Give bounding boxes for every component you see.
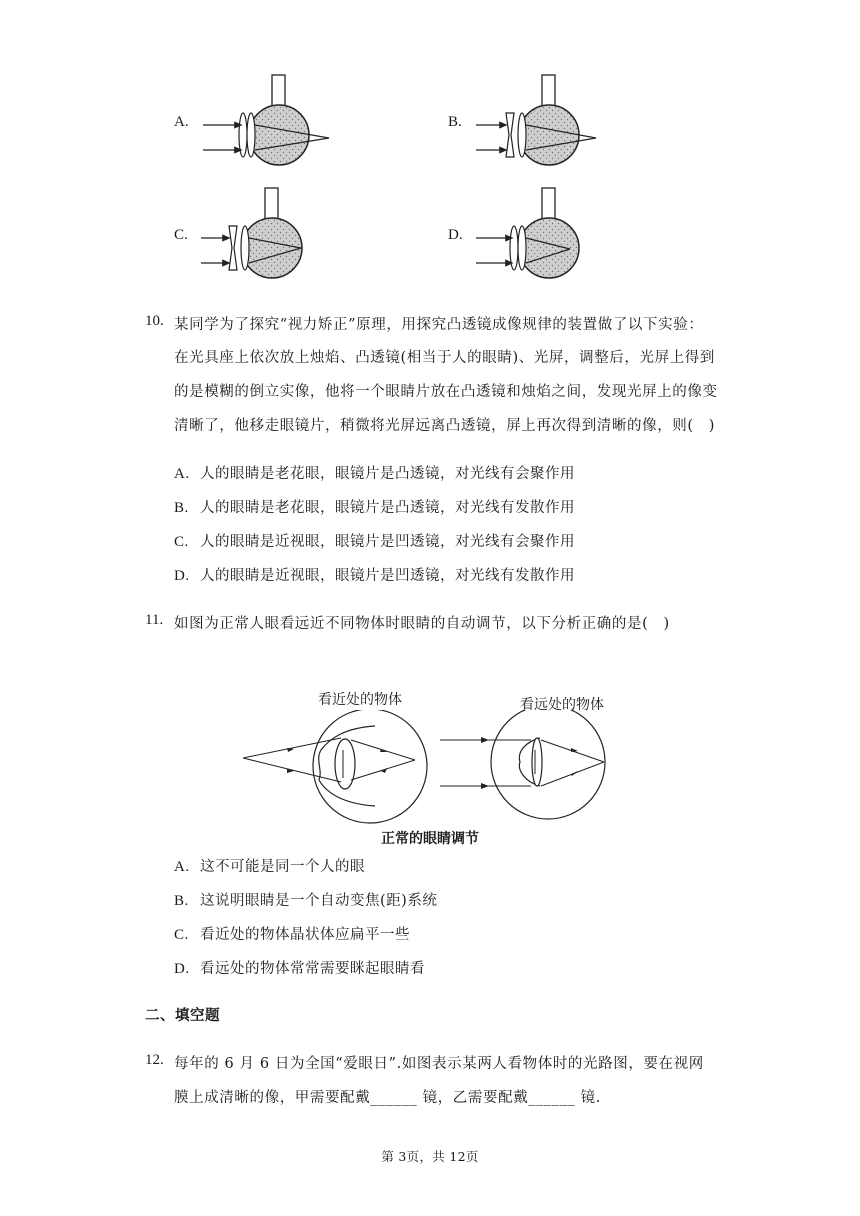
- option-a-label: A.: [174, 114, 189, 130]
- choice-label: A.: [174, 859, 190, 875]
- choice-label: D.: [174, 961, 190, 977]
- question-11-choice-d: [174, 957, 425, 978]
- choice-text: 人的眼睛是近视眼，眼镜片是凹透镜，对光线有会聚作用: [200, 534, 575, 550]
- question-10-choice-d: [174, 564, 575, 585]
- figure-caption-far: 看远处的物体: [520, 697, 604, 713]
- question-10-number: 10.: [145, 313, 164, 329]
- eye-model-b-figure: [470, 70, 620, 170]
- option-b-label: B.: [448, 114, 462, 130]
- question-12-text-line-1: 每年的 6 月 6 日为全国“爱眼日”.如图表示某两人看物体时的光路图，要在视网: [174, 1056, 704, 1072]
- page-footer: 第 3页，共 12页: [381, 1149, 479, 1164]
- eye-model-c-figure: [195, 183, 345, 283]
- choice-text: 这说明眼睛是一个自动变焦(距)系统: [200, 893, 438, 909]
- figure-caption-near: 看近处的物体: [318, 692, 402, 708]
- eye-accommodation-figure: [235, 710, 615, 825]
- question-12-number: 12.: [145, 1052, 164, 1068]
- question-11-choice-b: [174, 889, 437, 910]
- question-10-text-line-2: 在光具座上依次放上烛焰、凸透镜(相当于人的眼睛)、光屏，调整后，光屏上得到: [174, 350, 716, 366]
- option-c-label: C.: [174, 227, 188, 243]
- section-title: 二、填空题: [145, 1007, 220, 1024]
- choice-text: 人的眼睛是老花眼，眼镜片是凸透镜，对光线有会聚作用: [200, 466, 575, 482]
- eye-model-a-figure: [195, 70, 345, 170]
- question-12-text-line-2: 膜上成清晰的像，甲需要配戴______ 镜，乙需要配戴______ 镜.: [174, 1090, 601, 1106]
- choice-text: 人的眼睛是近视眼，眼镜片是凹透镜，对光线有发散作用: [200, 568, 575, 584]
- question-10-text-line-3: 的是模糊的倒立实像，他将一个眼睛片放在凸透镜和烛焰之间，发现光屏上的像变: [174, 384, 718, 400]
- question-10-choice-a: [174, 462, 575, 483]
- choice-text: 看远处的物体常常需要眯起眼睛看: [200, 961, 425, 977]
- eye-model-d-figure: [470, 183, 620, 283]
- question-11-choice-a: [174, 855, 365, 876]
- question-10-text-line-1: 某同学为了探究“视力矫正”原理，用探究凸透镜成像规律的装置做了以下实验：: [174, 317, 704, 333]
- choice-text: 人的眼睛是老花眼，眼镜片是凸透镜，对光线有发散作用: [200, 500, 575, 516]
- choice-label: A.: [174, 466, 190, 482]
- choice-label: C.: [174, 534, 189, 550]
- choice-label: C.: [174, 927, 189, 943]
- option-d-label: D.: [448, 227, 463, 243]
- question-10-choice-b: [174, 496, 575, 517]
- question-10-text-line-4: 清晰了，他移走眼镜片，稍微将光屏远离凸透镜，屏上再次得到清晰的像，则( ): [174, 418, 716, 434]
- question-10-choice-c: [174, 530, 575, 551]
- choice-label: B.: [174, 500, 189, 516]
- figure-caption-bottom: 正常的眼睛调节: [381, 831, 479, 847]
- choice-text: 看近处的物体晶状体应扁平一些: [200, 927, 410, 943]
- choice-label: D.: [174, 568, 190, 584]
- question-11-number: 11.: [145, 612, 164, 628]
- choice-label: B.: [174, 893, 189, 909]
- question-11-text: 如图为正常人眼看远近不同物体时眼睛的自动调节，以下分析正确的是( ): [174, 616, 670, 632]
- choice-text: 这不可能是同一个人的眼: [200, 859, 365, 875]
- question-11-choice-c: [174, 923, 410, 944]
